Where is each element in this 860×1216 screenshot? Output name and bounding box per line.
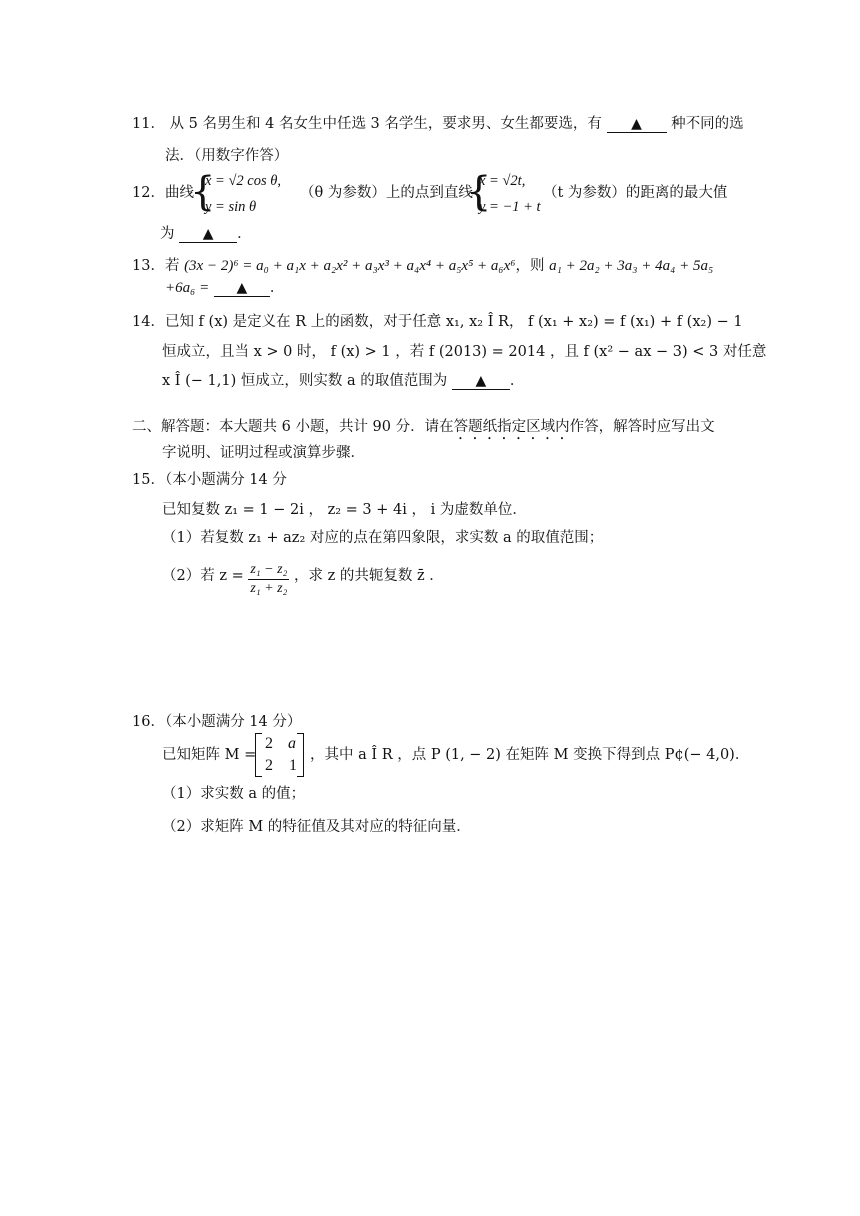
section2-line2: 字说明、证明过程或演算步骤．	[162, 445, 365, 461]
q15-part2	[162, 563, 444, 596]
q14-line2: 恒成立，且当 x > 0 时， f (x) > 1 ，若 f (2013) = 2014 ，且 f (x² − ax − 3) < 3 对任意	[162, 344, 767, 360]
matrix-m21: 2	[265, 757, 273, 774]
q14-answer-blank[interactable]: ▲	[452, 374, 510, 390]
q11-number: 11．	[132, 116, 165, 132]
q13-answer-blank[interactable]: ▲	[214, 281, 270, 297]
matrix-m11: 2	[265, 735, 273, 752]
q12-curve-y: y = sin θ	[205, 199, 257, 215]
q15-heading: 15．（本小题满分 14 分	[132, 472, 287, 488]
q14-line3	[162, 374, 524, 390]
section2-text-b: 作答，解答时应写出文	[569, 419, 715, 435]
q12-brace-1: {	[190, 169, 216, 215]
q13-line1	[132, 259, 713, 274]
q15-frac-numerator: z₁ − z₂	[248, 563, 289, 580]
matrix-m12: a	[288, 735, 296, 752]
q13-expression: a₁ + 2a₂ + 3a₃ + 4a₄ + 5a₅	[549, 258, 714, 274]
q15-frac-denominator: z₁ + z₂	[250, 581, 288, 596]
section2-text-a: 二、解答题：本大题共 6 小题，共计 90 分．请在	[132, 419, 454, 435]
q15-part2-lead: （2）若 z =	[162, 568, 244, 584]
matrix-right-bracket	[297, 733, 304, 777]
q14-number: 14．	[132, 314, 165, 330]
q15-part2-tail: ，求 z 的共轭复数 z̄ ．	[294, 568, 444, 584]
q12-line1	[132, 186, 194, 201]
matrix-m22: 1	[289, 757, 297, 774]
q11-text-b: 种不同的选	[671, 116, 744, 132]
q14-line1	[132, 315, 743, 330]
q13-lead: 若	[164, 258, 180, 274]
matrix-left-bracket	[255, 733, 262, 777]
q13-end: ．	[269, 280, 285, 296]
q14-text-3: x Î (− 1,1) 恒成立，则实数 a 的取值范围为	[162, 373, 448, 389]
q12-number: 12．	[132, 185, 165, 201]
q13-number: 13．	[132, 258, 165, 274]
section2-line1	[132, 419, 715, 443]
q12-answer-blank[interactable]: ▲	[179, 227, 237, 243]
q14-text-1: 已知 f (x) 是定义在 R 上的函数，对于任意 x₁, x₂ Î R， f (x₁ + x₂) = f (x₁) + f (x₂) − 1	[164, 314, 743, 330]
section2-emphasis: 答题纸指定区域内	[453, 419, 570, 435]
q12-line-x: x = √2t,	[479, 173, 526, 189]
q13-line2	[165, 281, 284, 297]
q16-heading: 16．（本小题满分 14 分）	[132, 714, 302, 730]
q11-line2: 法．（用数字作答）	[165, 148, 289, 164]
q12-line-y: y = −1 + t	[479, 199, 541, 215]
q13-equation: (3x − 2)⁶ = a₀ + a₁x + a₂x² + a₃x³ + a₄x⁴ + a₅x⁵ + a₆x⁶	[184, 258, 516, 274]
q15-part1: （1）若复数 z₁ + az₂ 对应的点在第四象限，求实数 a 的取值范围；	[162, 530, 604, 546]
q12-param2: （t 为参数）的距离的最大值	[543, 185, 728, 201]
q12-lead: 曲线	[164, 185, 194, 201]
q12-end: ．	[237, 226, 252, 242]
q16-given-lead: 已知矩阵 M =	[162, 747, 257, 763]
q13-expression-2: +6a₆ =	[165, 280, 210, 296]
q12-brace-2: {	[466, 169, 492, 215]
q14-end: ．	[509, 373, 525, 389]
q11-line1	[132, 117, 744, 133]
q16-given-tail: ，其中 a Î R ，点 P (1, − 2) 在矩阵 M 变换下得到点 P¢(− 4,0)．	[310, 747, 750, 763]
q16-part1: （1）求实数 a 的值；	[162, 786, 306, 802]
q15-given: 已知复数 z₁ = 1 − 2i ， z₂ = 3 + 4i ， i 为虚数单位．	[162, 502, 527, 518]
q12-tail: 为	[160, 226, 175, 242]
q11-answer-blank[interactable]: ▲	[607, 117, 667, 133]
q12-curve-x: x = √2 cos θ,	[205, 173, 282, 189]
q13-mid: ，则	[515, 258, 545, 274]
q16-part2: （2）求矩阵 M 的特征值及其对应的特征向量．	[162, 819, 471, 835]
q12-line3	[160, 227, 252, 243]
q12-param1: （θ 为参数）上的点到直线	[300, 185, 473, 201]
q11-text: 从 5 名男生和 4 名女生中任选 3 名学生，要求男、女生都要选，有	[169, 116, 602, 132]
q15-fraction	[248, 563, 289, 596]
